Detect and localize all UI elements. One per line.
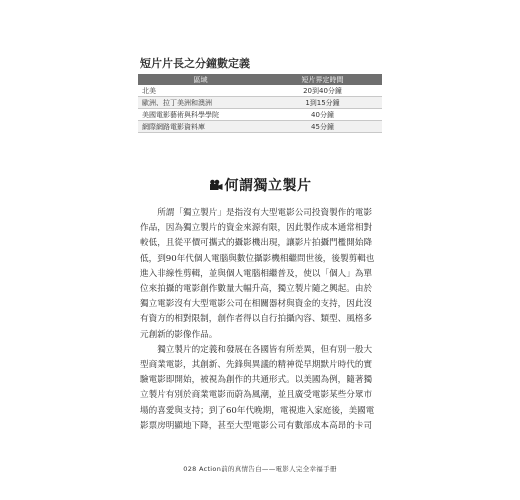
region-cell: 北美 <box>138 85 263 97</box>
text-line: 作品，因為獨立製片的資金來源有限，因此製作成本通常相對 <box>140 223 373 234</box>
body-text <box>140 206 382 434</box>
region-cell: 美國電影藝術與科學學院 <box>138 109 263 121</box>
text-line: 型商業電影，其創新、先鋒與異議的精神從早期默片時代的實 <box>140 360 373 371</box>
text-line: 進入非線性剪輯，並與個人電腦相繼普及，使以「個人」為單 <box>140 268 373 279</box>
text-line: 獨立電影沒有大型電影公司在相關器材與資金的支持，因此沒 <box>140 299 373 310</box>
table-row <box>138 97 382 109</box>
text-line: 低，到90年代個人電腦與數位攝影機相繼問世後，後製剪輯也 <box>140 253 375 264</box>
text-line: 獨立製片的定義和發展在各國皆有所差異，但有別一般大 <box>140 344 373 355</box>
column-header-time: 短片界定時間 <box>263 74 382 85</box>
paragraph-1 <box>140 206 382 343</box>
section-heading <box>0 175 520 195</box>
film-camera-icon <box>209 179 223 195</box>
text-line: 場的喜愛與支持；到了60年代晚期，電視進入家庭後，美國電 <box>140 405 375 416</box>
paragraph-2 <box>140 343 382 434</box>
time-cell: 20到40分鐘 <box>263 85 382 97</box>
text-line: 元創新的影像作品。 <box>140 329 218 340</box>
text-line: 影票房明顯地下降，甚至大型電影公司有數部成本高昂的卡司 <box>140 420 373 431</box>
page-footer <box>0 464 520 473</box>
text-line: 位來拍攝的電影創作數量大幅升高，獨立製片隨之興起。由於 <box>140 284 373 295</box>
text-line: 有資方的相對限制，創作者得以自行拍攝內容、類型、風格多 <box>140 314 373 325</box>
time-cell: 45分鐘 <box>263 121 382 133</box>
table-row <box>138 85 382 97</box>
text-line: 所謂「獨立製片」是指沒有大型電影公司投資製作的電影 <box>140 208 373 218</box>
text-line: 較低，且從平價可攜式的攝影機出現，讓影片拍攝門檻開始降 <box>140 238 373 249</box>
text-line: 立製片有別於商業電影而蔚為風潮，並且廣受電影某些分眾市 <box>140 390 373 401</box>
table-row <box>138 121 382 133</box>
table-title: 短片片長之分鐘數定義 <box>140 57 250 70</box>
region-cell: 歐洲、拉丁美洲和澳洲 <box>138 97 263 109</box>
short-film-definition-table <box>138 74 382 133</box>
table-header-row <box>138 74 382 85</box>
table-row <box>138 109 382 121</box>
book-title: Action前的真情告白——電影人完全幸福手冊 <box>198 465 337 473</box>
section-title: 何謂獨立製片 <box>224 178 312 194</box>
text-line: 驗電影即開始，被視為創作的共通形式。以美國為例，隨著獨 <box>140 375 373 386</box>
time-cell: 1到15分鐘 <box>263 97 382 109</box>
region-cell: 網際網路電影資料庫 <box>138 121 263 133</box>
page-number: 028 <box>183 465 197 473</box>
time-cell: 40分鐘 <box>263 109 382 121</box>
column-header-region: 區域 <box>138 74 263 85</box>
